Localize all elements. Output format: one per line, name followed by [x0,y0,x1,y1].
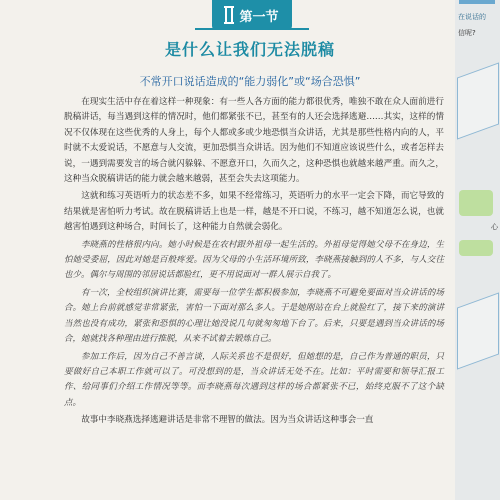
paragraph-1: 在现实生活中存在着这样一种现象：有一些人各方面的能力都很优秀，唯独不敢在众人面前进行脱稿讲话，每当遇到这样的情况时，他们都紧张不已，甚至有的人还会选择逃避……其实，这样的情况不仅体现在这些优秀的人身上，每个人都或多或少地恐惧当众讲话，尤其是那些性格内向的人，平时就不太爱说话，不愿意与人交流，更加恐惧当众讲话。因为他们不知道应该说些什么，或者怎样去说，一遇到需要发言的场合就闪躲躲、不愿意开口，久而久之，这种恐惧也就越来越严重。而久之，这种当众脱稿讲话的能力就会越来越弱，甚至会失去这项能力。 [64,97,444,185]
story-paragraph-2: 有一次，全校组织演讲比赛，需要每一位学生都积极参加，李晓燕不可避免要面对当众讲话的场合。她上台前就感觉非常紧张，害怕一下面对那么多人。于是她刚站在台上就脸红了，接下来的演讲当然也没有成功，紧张和恐惧的心理让她没说几句就匆匆地下台了。后来，只要是遇到当众讲话的场合，她就找各种理由进行推脱，从来不试着去锻炼自己。 [64,287,444,345]
adjacent-page-edge [455,0,500,500]
pillar-icon [225,8,233,22]
side-hexagon-frame [457,62,499,139]
side-hexagon-frame-lower [457,292,499,369]
section-badge [212,0,292,30]
paragraph-2: 这就和练习英语听力的状态差不多，如果不经常练习，英语听力的水平一定会下降，而它导致的结果就是害怕听力考试。故在脱稿讲话上也是一样，越是不开口说，不练习，越不知道怎么说，也就越害怕遇到这种场合，时间长了，这种能力自然就会弱化。 [64,191,444,233]
body-text [64,95,444,429]
side-label: 心 [491,223,498,231]
section-badge-label: 第一节 [239,9,279,25]
side-green-box [459,190,493,216]
story-paragraph-3: 参加工作后，因为自己不善言谈，人际关系也不是很好，但她想的是，自己作为普通的职员，只要做好自己本职工作就可以了。可没想到的是，当众讲话无处不在。比如：平时需要和领导汇报工作、给同事们介绍工作情况等等。而李晓燕每次遇到这样的场合都紧张不已，始终克服不了这个缺点。 [64,351,444,408]
paragraph-conclusion: 故事中李晓燕选择逃避讲话是非常不理智的做法。因为当众讲话这种事会一直 [81,415,374,426]
story-paragraph-1: 李晓燕的性格很内向。她小时候是在农村跟外祖母一起生活的。外祖母觉得她父母不在身边，生怕她受委屈，因此对她是百般疼爱。因为父母的小生活环境所致，李晓燕接触到的人不多，与人交往也少。偶尔与周围的邻居说话都脸红，更不用说面对一群人展示自我了。 [64,239,444,281]
side-question-line-2: 信呢? [458,29,476,37]
side-accent-bar [459,0,495,4]
section-title: 是什么让我们无法脱稿 [164,40,335,59]
side-question-line-1: 在说话的 [458,13,486,21]
section-subtitle: 不常开口说话造成的“能力弱化”或“场合恐惧” [139,75,361,88]
side-green-box-2 [459,240,493,256]
